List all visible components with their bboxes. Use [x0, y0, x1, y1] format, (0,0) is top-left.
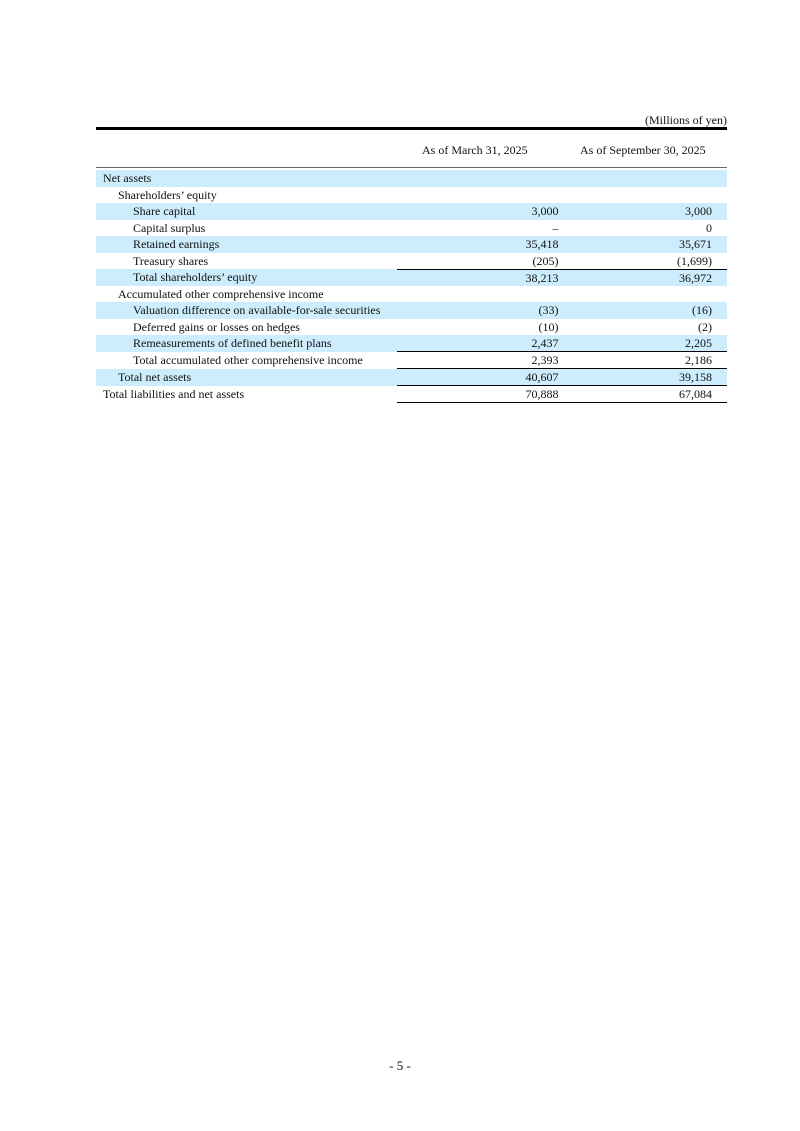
table-row — [96, 386, 727, 403]
value-september: (1,699) — [677, 253, 712, 268]
row-label: Total accumulated other comprehensive income — [133, 353, 363, 367]
value-september: (16) — [572, 302, 727, 319]
value-september: 2,186 — [572, 352, 727, 369]
value-september: 2,205 — [572, 335, 727, 352]
value-september: 39,158 — [572, 369, 727, 386]
row-label: Total net assets — [96, 369, 397, 386]
value-march: 40,607 — [397, 369, 572, 386]
row-label: Total liabilities and net assets — [103, 387, 245, 401]
value-september: 35,671 — [572, 236, 727, 253]
table-row — [96, 253, 727, 270]
table-row — [96, 170, 727, 187]
value-september — [572, 187, 727, 204]
row-label: Shareholders’ equity — [118, 187, 217, 202]
table-row — [96, 319, 727, 336]
row-label: Retained earnings — [96, 236, 397, 253]
value-march: – — [552, 220, 559, 235]
value-march: 2,393 — [397, 352, 572, 369]
value-september: 67,084 — [572, 386, 727, 403]
row-label: Valuation difference on available-for-sale securities — [96, 302, 397, 319]
top-rule — [96, 127, 727, 130]
value-september — [572, 170, 727, 187]
column-header-march: As of March 31, 2025 — [422, 143, 528, 157]
row-label: Share capital — [96, 203, 397, 220]
row-label: Capital surplus — [133, 220, 206, 235]
row-label: Net assets — [96, 170, 397, 187]
value-march: (33) — [397, 302, 572, 319]
column-header-september: As of September 30, 2025 — [580, 143, 706, 157]
page-number: - 5 - — [389, 1058, 411, 1073]
value-march: (10) — [538, 319, 559, 334]
row-label: Total shareholders’ equity — [96, 269, 397, 286]
table-row — [96, 369, 727, 386]
net-assets-table — [96, 170, 727, 403]
table-row — [96, 220, 727, 237]
value-march: 3,000 — [397, 203, 572, 220]
value-march — [397, 187, 572, 204]
value-september: 36,972 — [572, 269, 727, 286]
value-march — [397, 286, 572, 303]
value-september: (2) — [698, 319, 712, 334]
value-september — [572, 286, 727, 303]
value-september: 3,000 — [572, 203, 727, 220]
value-march: 70,888 — [397, 386, 572, 403]
row-label: Remeasurements of defined benefit plans — [96, 335, 397, 352]
table-row — [96, 286, 727, 303]
value-march — [397, 170, 572, 187]
table-row — [96, 335, 727, 352]
value-september: 0 — [706, 220, 712, 235]
unit-label: (Millions of yen) — [645, 113, 727, 127]
table-row — [96, 203, 727, 220]
value-march: 2,437 — [397, 335, 572, 352]
value-march: 38,213 — [397, 269, 572, 286]
table-header — [96, 143, 727, 168]
table-row — [96, 302, 727, 319]
value-march: (205) — [532, 253, 559, 268]
row-label: Treasury shares — [133, 253, 209, 268]
row-label: Accumulated other comprehensive income — [118, 286, 324, 301]
table-row — [96, 269, 727, 286]
row-label: Deferred gains or losses on hedges — [133, 319, 300, 334]
value-march: 35,418 — [397, 236, 572, 253]
table-row — [96, 187, 727, 204]
table-row — [96, 236, 727, 253]
table-row — [96, 352, 727, 369]
